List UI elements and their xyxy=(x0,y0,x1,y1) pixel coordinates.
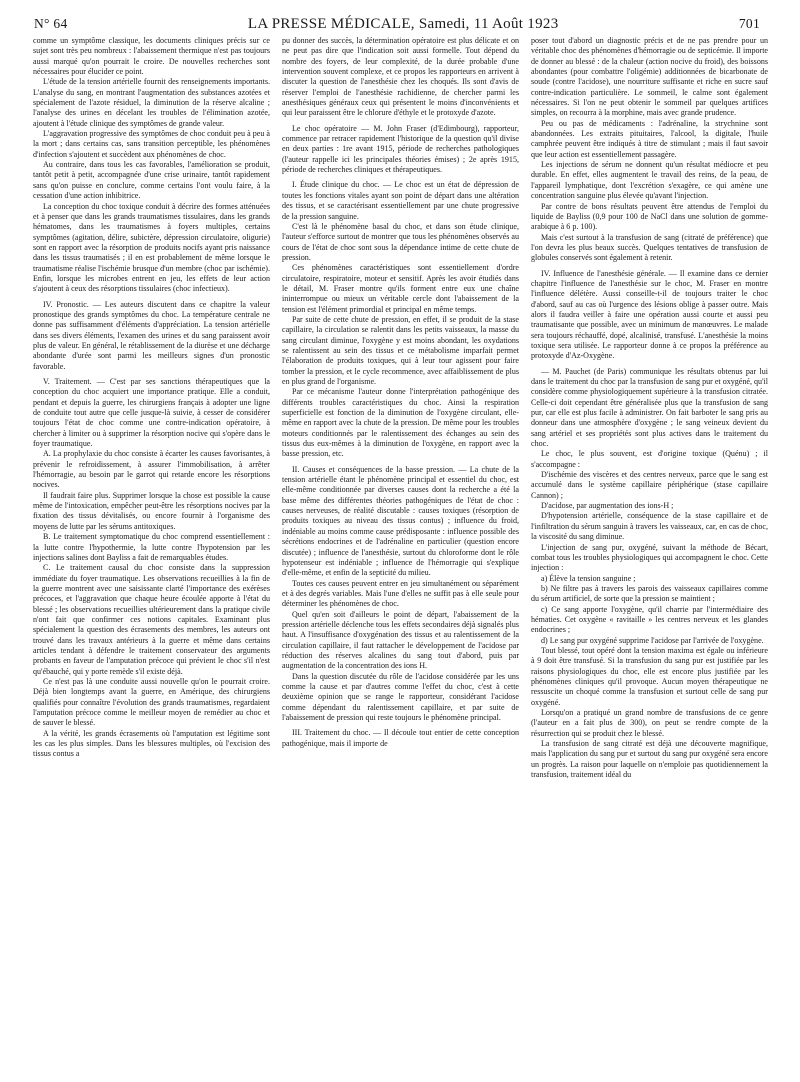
paragraph: Il faudrait faire plus. Supprimer lorsque la chose est possible la cause même de l'intoxication, empêcher peut-être les résorptions nocives par la fixation des tissus dévitalisés, ou encore fournir à l'organisme des moyens de lutte par les sérums antitoxiques. xyxy=(33,490,270,531)
paragraph: Au contraire, dans tous les cas favorables, l'amélioration se produit, tantôt petit à petit, accompagnée d'une crise urinaire, tantôt rapidement sans qu'on puisse en conclure, comme certains l'ont voulu faire, à la cessation d'une action inhibitrice. xyxy=(33,160,270,201)
paragraph: b) Ne filtre pas à travers les parois des vaisseaux capillaires comme du sérum artificiel, de sorte que la pression se maintient ; xyxy=(531,583,768,604)
page-header xyxy=(34,16,760,38)
paragraph: Par suite de cette chute de pression, en effet, il se produit de la stase capillaire, la circulation se ralentit dans les petits vaisseaux, la masse du sang circulant diminue, l'oxygène y est moins abondant, les oxydations se ralentissent au sein des tissus et ce métabolisme imparfait permet l'élaboration de produits toxiques, qui à leur tour agissent pour faire tomber la pression, et le cycle recommence, avec affaiblissement de plus en plus grand de l'organisme. xyxy=(282,314,519,386)
issue-number: N° 64 xyxy=(34,16,68,31)
column-right xyxy=(531,36,768,1066)
paragraph: B. Le traitement symptomatique du choc comprend essentiellement : la lutte contre l'hypothermie, la lutte contre l'hypotension par les injections salines dont Bayliss a fait de remarquables études. xyxy=(33,532,270,562)
paragraph: III. Traitement du choc. — Il découle tout entier de cette conception pathogénique, mais il importe de xyxy=(282,728,519,748)
column-left xyxy=(33,36,270,1066)
paragraph: Les injections de sérum ne donnent qu'un résultat médiocre et peu durable. En effet, elles augmentent le travail des reins, de la peau, de l'appareil lymphatique, dont l'excrétion s'exagère, ce qui amène une concentration sanguine plus élevée qu'avant l'injection. xyxy=(531,160,768,201)
paragraph: Mais c'est surtout à la transfusion de sang (citraté de préférence) que l'on devra les plus beaux succès. Quelques tentatives de transfusion de globules conservés sont également à retenir. xyxy=(531,232,768,263)
paragraph: II. Causes et conséquences de la basse pression. — La chute de la tension artérielle étant le phénomène principal et essentiel du choc, est elle-même conditionnée par diverses causes dont la recherche a été la base même des différentes théories pathogéniques de l'état de choc : causes nerveuses, de réalité discutable : causes toxiques (résorption de produits toxiques au niveau des tissus contus) ; influence du froid, indéniable au moins comme cause prédisposante : influence possible des sécrétions endocrines et de l'adrénaline en particulier (question encore discutée) ; influence de l'anesthésie, surtout du chloroforme dont le rôle hypotenseur est indéniable ; influence de l'hémorragie qui s'explique d'elle-même, et enfin de la septicité du milieu. xyxy=(282,464,519,578)
paragraph: comme un symptôme classique, les documents cliniques précis sur ce sujet sont très peu nombreux : l'abaissement thermique n'est pas toujours aussi marqué qu'on pourrait le croire. De nouvelles recherches sont nécessaires pour élucider ce point. xyxy=(33,36,270,77)
paragraph: A. La prophylaxie du choc consiste à écarter les causes favorisantes, à prévenir le refroidissement, à assurer l'immobilisation, à arrêter l'hémorragie, au besoin par le garrot qui retarde encore les résorptions nocives. xyxy=(33,449,270,490)
paragraph: Par contre de bons résultats peuvent être attendus de l'emploi du liquide de Bayliss (0,9 pour 100 de NaCl dans une solution de gomme-arabique à 6 p. 100). xyxy=(531,201,768,232)
paragraph: L'étude de la tension artérielle fournit des renseignements importants. L'analyse du sang, en montrant l'augmentation des substances azotées et spécialement de l'azote résiduel, la diminution de la réserve alcaline ; l'analyse des urines en décelant les troubles de l'élimination azotée, ajoutent à l'étude clinique des symptômes de grande valeur. xyxy=(33,77,270,128)
paragraph: V. Traitement. — C'est par ses sanctions thérapeutiques que la conception du choc acquiert une importance pratique. Elle a conduit, pendant et depuis la guerre, les chirurgiens français à adopter une ligne de conduite tout autre que celle jusque-là suivie, à cesser de considérer toujours l'état de choc comme une contre-indication opératoire, à chercher à limiter ou à supprimer la résorption nocive qui s'opère dans le foyer traumatique. xyxy=(33,377,270,449)
journal-title: LA PRESSE MÉDICALE, Samedi, 11 Août 1923 xyxy=(247,16,559,32)
paragraph: Le choc, le plus souvent, est d'origine toxique (Quénu) ; il s'accompagne : xyxy=(531,449,768,469)
paragraph: L'injection de sang pur, oxygéné, suivant la méthode de Bécart, combat tous les troubles physiologiques qui accompagnent le choc. Cette injection : xyxy=(531,542,768,573)
paragraph: Le choc opératoire — M. John Fraser (d'Edimbourg), rapporteur, commence par retracer rapidement l'historique de la question qu'il divise en deux parties : 1re avant 1915, période de recherches pathologiques (l'auteur rappelle ici les principales théories émises) ; 2e après 1915, période de recherches cliniques et thérapeutiques. xyxy=(282,123,519,175)
paragraph: Quel qu'en soit d'ailleurs le point de départ, l'abaissement de la pression artérielle déclenche tous les effets secondaires déjà signalés plus haut. A l'insuffisance d'oxygénation des tissus et au ralentissement de la circulation capillaire, il faut rattacher le développement de l'acidose par réduction des réserves alcalines du sang tout d'abord, puis par augmentation de la concentration des ions H. xyxy=(282,609,519,671)
paragraph: Ce n'est pas là une conduite aussi nouvelle qu'on le pourrait croire. Déjà bien longtemps avant la guerre, en Amérique, des chirurgiens qualifiés pour connaître l'évolution des grands traumatismes, regardaient l'amputation précoce comme le meilleur moyen de remédier au choc et de sauver le blessé. xyxy=(33,676,270,728)
paragraph: C. Le traitement causal du choc consiste dans la suppression immédiate du foyer traumatique. Les observations recueillies à la fin de la guerre montrent avec une saisissante clarté l'importance des exérèses précoces, et l'aggravation que chaque heure écoulée apporte à l'état du blessé ; les observations recueillies ultérieurement dans la pratique civile n'ont fait que confirmer ces notions capitales. Examinant plus spécialement la question des écrasements des membres, les auteurs ont trouvé dans les travaux antérieurs à la guerre et même dans certains articles tendant à défendre le traitement conservateur des arguments probants en faveur de l'amputation précoce qui prévient le choc s'il n'est qu'ébauché, qui y porte remède s'il existe déjà. xyxy=(33,563,270,676)
paragraph: D'hypotension artérielle, conséquence de la stase capillaire et de l'infiltration du sérum sanguin à travers les vaisseaux, car, en cas de choc, la viscosité du sang diminue. xyxy=(531,511,768,542)
paragraph: Tout blessé, tout opéré dont la tension maxima est égale ou inférieure à 9 doit être transfusé. Si la transfusion du sang pur est justifiée par les raisons physiologiques du choc, elle est encore plus justifiée par les phénomènes cliniques qu'il provoque. Aucun moyen thérapeutique ne ressuscite un choqué comme la transfusion et surtout celle de sang pur oxygéné. xyxy=(531,645,768,707)
paragraph: I. Étude clinique du choc. — Le choc est un état de dépression de toutes les fonctions vitales ayant son point de départ dans une altération des tissus, et se caractérisant essentiellement par une chute progressive de la pression sanguine. xyxy=(282,180,519,221)
paragraph: IV. Pronostic. — Les auteurs discutent dans ce chapitre la valeur pronostique des grands symptômes du choc. La température centrale ne donne pas suffisamment d'éléments d'appréciation. La tension artérielle dans ses divers éléments, l'examen des urines et du sang paraissent avoir plus de valeur. En général, le rétablissement de la diurèse et une décharge abondante d'urée sont parmi les meilleurs signes d'un pronostic favorable. xyxy=(33,299,270,371)
column-middle xyxy=(282,36,519,1066)
paragraph: Ces phénomènes caractéristiques sont essentiellement d'ordre circulatoire, respiratoire, moteur et sensitif. Après les avoir étudiés dans le détail, M. Fraser montre qu'ils forment entre eux une chaîne ininterrompue ou mieux un véritable cercle dont l'abaissement de la tension est l'élément primordial et principal en même temps. xyxy=(282,263,519,314)
paragraph: poser tout d'abord un diagnostic précis et de ne pas prendre pour un véritable choc des phénomènes d'hémorragie ou de septicémie. Il importe de donner au blessé : de la chaleur (action nocive du froid), des boissons abondantes (pour combattre l'oligémie) additionnées de bicarbonate de soude (contre l'acidose), une nourriture suffisante et riche en sucre sauf contre-indication particulière. Le sommeil, le calme sont également nécessaires. Si l'on ne peut obtenir le sommeil par quelques artifices simples, on recourra à la morphine, mais avec grande prudence. xyxy=(531,36,768,118)
paragraph: L'aggravation progressive des symptômes de choc conduit peu à peu à la mort ; dans certains cas, sans transition perceptible, les phénomènes d'infection s'ajoutent et succèdent aux phénomènes de choc. xyxy=(33,129,270,159)
paragraph: Peu ou pas de médicaments : l'adrénaline, la strychnine sont abandonnées. Les extraits pituitaires, l'alcool, la digitale, l'huile camphrée peuvent être indiqués à titre de stimulant ; mais il faut savoir que leur action est essentiellement passagère. xyxy=(531,118,768,159)
paragraph: IV. Influence de l'anesthésie générale. — Il examine dans ce dernier chapitre l'influence de l'anesthésie sur le choc, M. Fraser en montre l'influence délétère. Aussi conseille-t-il de toujours traiter le choc d'abord, sauf au cas où l'urgence des lésions oblige à passer outre. Mais alors il faudra veiller à faire une opération aussi courte et aussi peu traumatisante que possible, avec un minimum de manœuvres. Le malade sera toujours réchauffé, dopé, alcalinisé, transfusé. L'anesthésie la moins toxique sera utilisée. Le rapporteur donne à ce propos la préférence au protoxyde d'Az-Oxygène. xyxy=(531,268,768,361)
paragraph: pu donner des succès, la détermination opératoire est plus délicate et on ne peut pas dire que l'indication soit aussi formelle. Tout dépend du nombre des foyers, de leur complexité, de la durée probable d'une intervention souvent complexe, et ce propos les rapporteurs en arrivent à discuter la question de l'anesthésie chez les choqués. Ils sont d'avis de réserver l'emploi de l'anesthésie rachidienne, de chercher parmi les anesthésiques généraux ceux qui présentent le moins d'inconvénients et qui leur paraissent être le chlorure d'éthyle et le protoxyde d'azote. xyxy=(282,36,519,118)
paragraph: A la vérité, les grands écrasements où l'amputation est légitime sont les cas les plus simples. Dans les blessures multiples, où l'excision des tissus contus a xyxy=(33,728,270,759)
paragraph: La conception du choc toxique conduit à décrire des formes atténuées et à penser que dans les grands traumatismes tissulaires, dans les grands hématomes, dans les traumatismes à foyers multiples, certains symptômes (agitation, délire, subictère, dépression circulatoire, oligurie) sont en rapport avec la résorption de produits nocifs ayant pris naissance dans les tissus traumatisés ; il en est probablement de même lorsque le traumatisme réalise l'ischémie brusque d'un membre (choc par ischémie). Enfin, lorsque les microbes entrent en jeu, les effets de leur action s'ajoutent à ceux des résorptions tissulaires (choc infectieux). xyxy=(33,201,270,294)
page-number: 701 xyxy=(738,16,760,31)
paragraph: C'est là le phénomène basal du choc, et dans son étude clinique, l'auteur s'efforce surtout de montrer que tous les phénomènes observés au cours de l'état de choc sont sous la dépendance intime de cette chute de pression. xyxy=(282,221,519,262)
paragraph: Lorsqu'on a pratiqué un grand nombre de transfusions de ce genre (l'auteur en a fait plus de 300), on peut se rendre compte de la résurrection qui se produit chez le blessé. xyxy=(531,708,768,738)
paragraph: — M. Pauchet (de Paris) communique les résultats obtenus par lui dans le traitement du choc par la transfusion de sang pur et oxygéné, qu'il considère comme physiologiquement supérieure à la transfusion citratée. Celle-ci doit cependant être généralisée plus que la transfusion de sang pur, car elle est plus facile à administrer. On fait barboter le sang pris au donneur dans une atmosphère d'oxygène ; le sang veineux devient du sang artériel et ses propriétés sont plus actives dans le traitement du choc. xyxy=(531,366,768,449)
paragraph: Par ce mécanisme l'auteur donne l'interprétation pathogénique des différents troubles caractéristiques du choc. Ainsi la respiration superficielle est fonction de la diminution de l'oxygène circulant, elle-même en rapport avec la chute de la pression. De même pour les troubles moteurs conditionnés par le ralentissement des échanges au sein des tissus dus eux-mêmes à la diminution de l'oxygène, en rapport avec la basse pression, etc. xyxy=(282,387,519,459)
paragraph: d) Le sang pur oxygéné supprime l'acidose par l'arrivée de l'oxygène. xyxy=(541,635,764,645)
paragraph: D'acidose, par augmentation des ions-H ; xyxy=(541,501,674,511)
paragraph: La transfusion de sang citraté est déjà une découverte magnifique, mais l'application du sang pur et surtout du sang pur oxygéné sera encore un progrès. La raison pour laquelle on n'emploie pas quotidiennement la transfusion, traitement idéal du xyxy=(531,739,768,780)
paragraph: Dans la question discutée du rôle de l'acidose considérée par les uns comme la cause et par d'autres comme l'effet du choc, c'est à cette deuxième opinion que se range le rapporteur, considérant l'acidose comme dépendant du ralentissement capillaire, et par suite de l'abaissement de pression qui reste toujours le phénomène principal. xyxy=(282,671,519,722)
paragraph: a) Élève la tension sanguine ; xyxy=(541,573,636,583)
paragraph: c) Ce sang apporte l'oxygène, qu'il charrie par l'intermédiaire des hématies. Cet oxygène « ravitaille » les centres nerveux et les glandes endocrines ; xyxy=(531,604,768,635)
paragraph: D'ischémie des viscères et des centres nerveux, parce que le sang est accumulé dans le système capillaire périphérique (stase capillaire Cannon) ; xyxy=(531,470,768,500)
paragraph: Toutes ces causes peuvent entrer en jeu simultanément ou séparément et à des degrés variables. Mais l'une d'elles ne suffit pas à elle seule pour déterminer les phénomènes de choc. xyxy=(282,578,519,609)
article-columns xyxy=(33,36,768,1066)
